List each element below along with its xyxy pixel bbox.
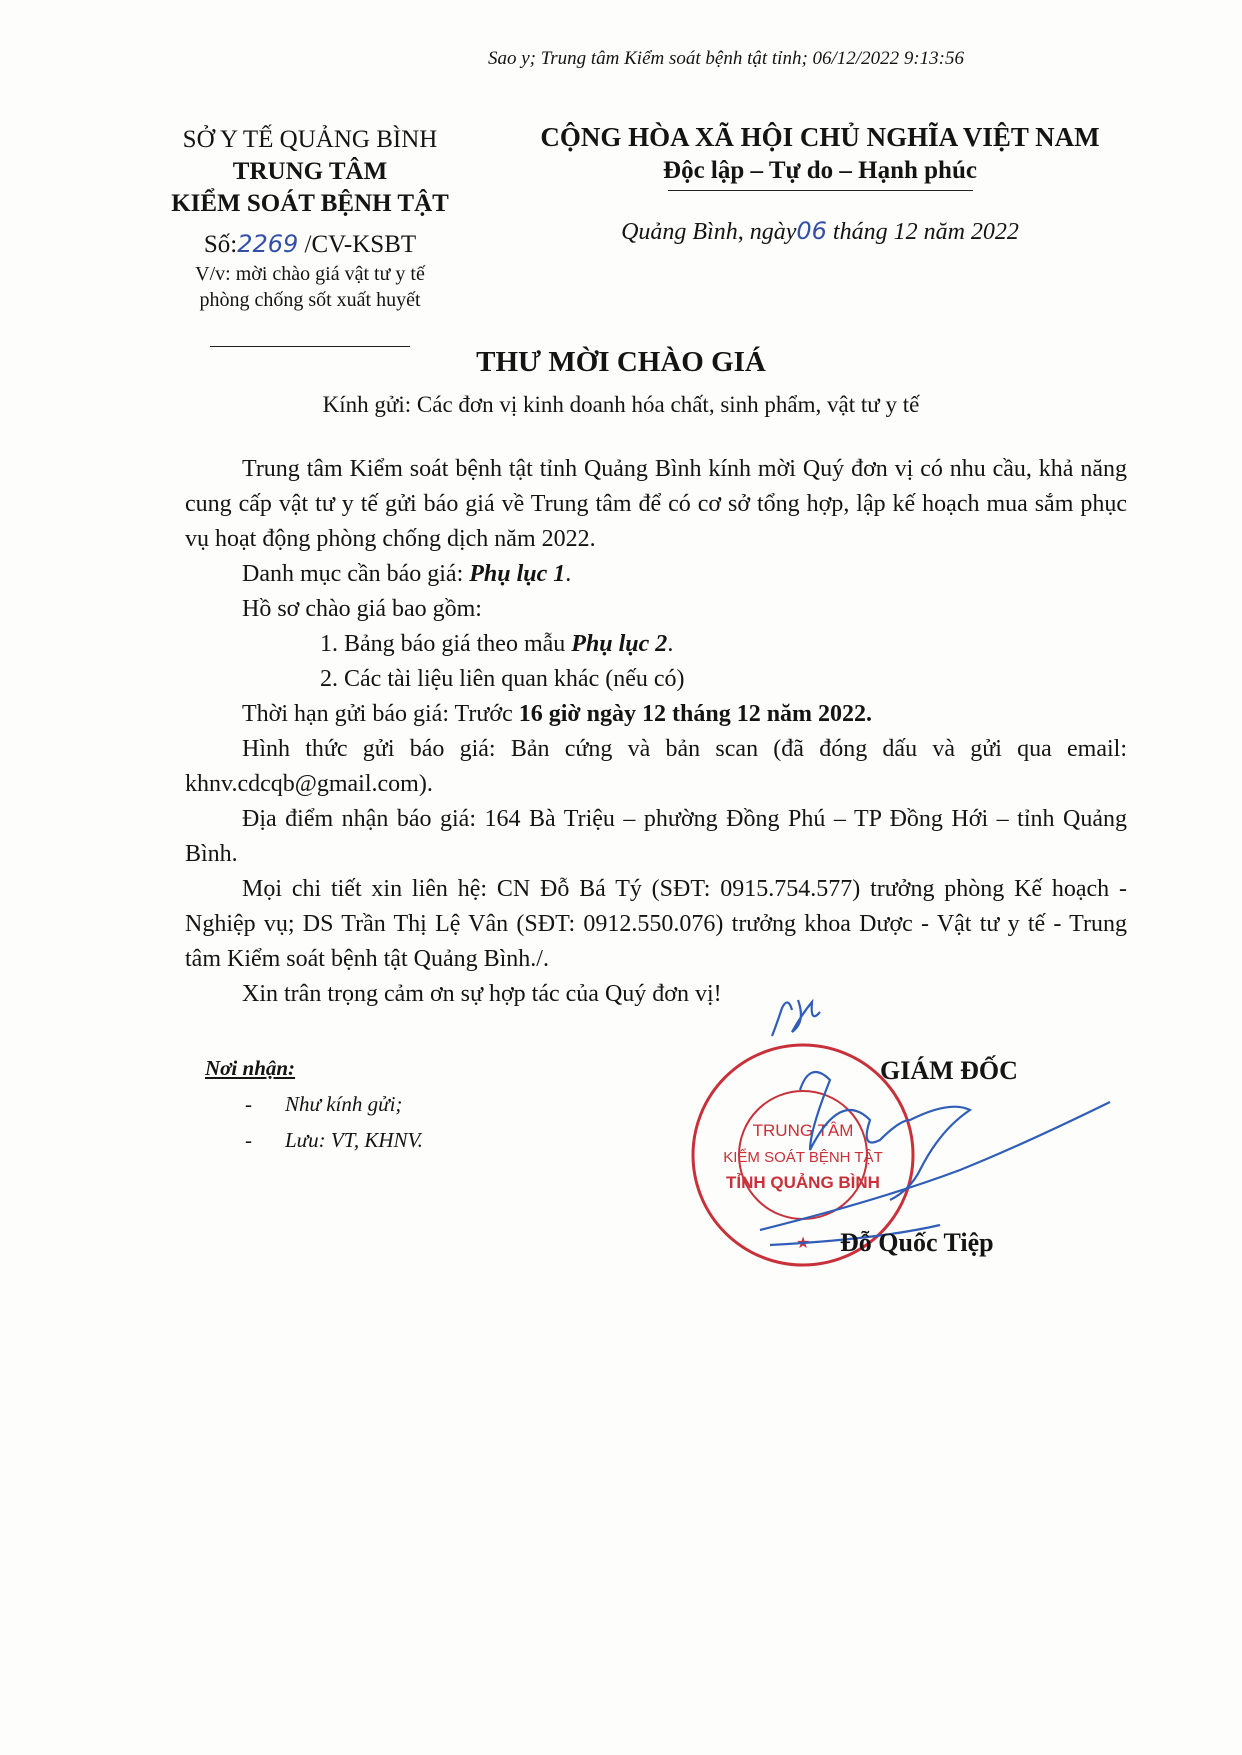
dossier-item-1-text: 1. Bảng báo giá theo mẫu (320, 631, 572, 657)
subject-line1: V/v: mời chào giá vật tư y tế (195, 263, 425, 285)
letter-body (185, 452, 1127, 1012)
receiver-item-text: Lưu: VT, KHNV. (285, 1128, 423, 1152)
dossier-item-1-end: . (667, 631, 674, 657)
contact-paragraph: Mọi chi tiết xin liên hệ: CN Đỗ Bá Tý (SĐT: 0915.754.577) trưởng phòng Kế hoạch - Nghiệp vụ; DS Trần Thị Lệ Vân (SĐT: 0912.550.076) trưởng khoa Dược - Vật tư y tế - Trung tâm Kiểm soát bệnh tật Quảng Bình./. (185, 876, 1127, 972)
document-number (140, 228, 480, 261)
receiver-item-text: Như kính gửi; (285, 1092, 403, 1116)
nation-name: CỘNG HÒA XÃ HỘI CHỦ NGHĨA VIỆT NAM (540, 122, 1100, 152)
price-list-line (185, 557, 1127, 592)
receivers-block (205, 1050, 423, 1158)
deadline-prefix: Thời hạn gửi báo giá: Trước (242, 701, 519, 727)
issue-date-suffix: tháng 12 năm 2022 (826, 219, 1019, 245)
copy-certification-note: Sao y; Trung tâm Kiểm soát bệnh tật tỉnh; 06/12/2022 9:13:56 (487, 48, 964, 69)
seal-star-icon: ★ (795, 1233, 811, 1252)
seal-text-line1: TRUNG TÂM (752, 1121, 854, 1140)
document-title: THƯ MỜI CHÀO GIÁ (476, 346, 766, 378)
national-motto: Độc lập – Tự do – Hạnh phúc (663, 157, 977, 184)
document-number-prefix: Số: (203, 231, 238, 258)
receiver-item: - Như kính gửi; (245, 1092, 403, 1116)
receivers-heading: Nơi nhận: (205, 1056, 296, 1080)
issue-date-prefix: Quảng Bình, ngày (621, 219, 797, 245)
motto-underline (668, 190, 973, 191)
appendix-2-ref: Phụ lục 2 (571, 631, 668, 657)
deadline-line (185, 697, 1127, 732)
address-paragraph: Địa điểm nhận báo giá: 164 Bà Triệu – phường Đồng Phú – TP Đồng Hới – tỉnh Quảng Bình. (185, 806, 1127, 867)
national-header (520, 120, 1120, 246)
org-name-line2: KIỂM SOÁT BỆNH TẬT (171, 190, 449, 217)
document-number-suffix: /CV-KSBT (298, 231, 417, 258)
dossier-item-2: 2. Các tài liệu liên quan khác (nếu có) (320, 666, 685, 692)
price-list-prefix: Danh mục cần báo giá: (242, 561, 470, 587)
dossier-line: Hồ sơ chào giá bao gồm: (242, 596, 482, 622)
issuer-header (140, 124, 480, 313)
deadline-value: 16 giờ ngày 12 tháng 12 năm 2022. (518, 701, 873, 727)
appendix-1-ref: Phụ lục 1 (469, 561, 566, 587)
ministry-name: SỞ Y TẾ QUẢNG BÌNH (182, 126, 438, 153)
thanks-line: Xin trân trọng cảm ơn sự hợp tác của Quý đơn vị! (242, 981, 722, 1007)
intro-paragraph: Trung tâm Kiểm soát bệnh tật tỉnh Quảng Bình kính mời Quý đơn vị có nhu cầu, khả năng cung cấp vật tư y tế gửi báo giá về Trung tâm để có cơ sở tổng hợp, lập kế hoạch mua sắm phục vụ hoạt động phòng chống dịch năm 2022. (185, 456, 1127, 552)
price-list-end: . (565, 561, 572, 587)
issue-date (520, 217, 1120, 246)
recipient-line: Kính gửi: Các đơn vị kinh doanh hóa chất, sinh phẩm, vật tư y tế (322, 392, 920, 417)
issue-date-day: 06 (796, 217, 827, 245)
receiver-item: - Lưu: VT, KHNV. (245, 1128, 423, 1152)
seal-text-line2: KIỂM SOÁT BỆNH TẬT (723, 1149, 883, 1166)
org-name-line1: TRUNG TÂM (232, 158, 388, 185)
document-number-handwritten: 2269 (237, 230, 299, 258)
dossier-item-1 (185, 627, 1127, 662)
seal-text-line3: TỈNH QUẢNG BÌNH (726, 1173, 880, 1192)
signer-role: GIÁM ĐỐC (880, 1056, 1018, 1085)
signer-name: Đỗ Quốc Tiệp (840, 1228, 994, 1257)
subject-line2: phòng chống sốt xuất huyết (199, 289, 421, 311)
submission-form-paragraph: Hình thức gửi báo giá: Bản cứng và bản scan (đã đóng dấu và gửi qua email: khnv.cdcqb@gmail.com). (185, 736, 1127, 797)
